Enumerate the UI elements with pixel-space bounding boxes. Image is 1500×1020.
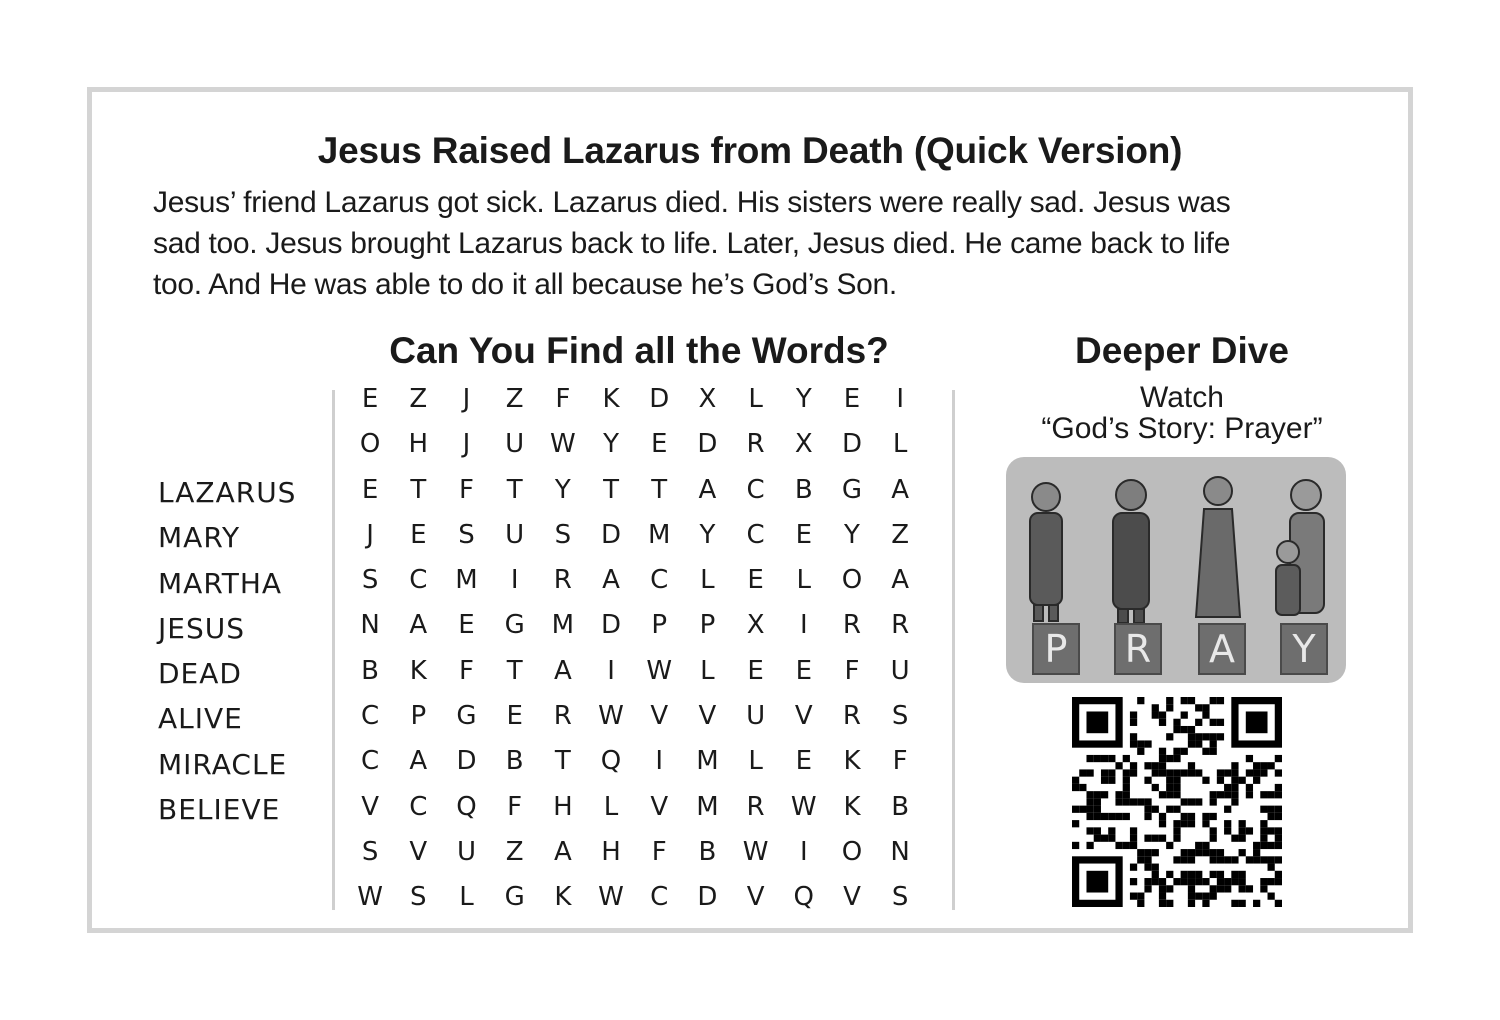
grid-letter[interactable]: M	[648, 519, 671, 550]
grid-letter[interactable]: K	[554, 882, 572, 913]
grid-letter[interactable]: C	[409, 791, 428, 822]
grid-letter[interactable]: E	[795, 746, 812, 777]
grid-letter[interactable]: T	[554, 746, 571, 777]
grid-letter[interactable]: K	[602, 384, 620, 414]
grid-letter[interactable]: Q	[456, 791, 477, 822]
grid-letter[interactable]: G	[504, 882, 525, 913]
grid-letter[interactable]: Q	[600, 746, 622, 777]
grid-letter[interactable]: A	[553, 836, 572, 867]
grid-letter[interactable]: L	[796, 565, 812, 596]
grid-letter[interactable]: D	[697, 882, 718, 913]
grid-letter[interactable]: Y	[554, 474, 571, 505]
deeper-dive-heading: Deeper Dive	[1075, 330, 1289, 371]
grid-letter[interactable]: V	[650, 791, 669, 822]
grid-letter[interactable]: L	[892, 429, 908, 460]
grid-letter[interactable]: T	[506, 474, 523, 505]
grid-letter[interactable]: E	[795, 519, 812, 550]
person-figure	[1196, 477, 1240, 617]
grid-letter[interactable]: Y	[844, 519, 860, 550]
pray-letter-tile: P	[1032, 623, 1080, 675]
grid-letter[interactable]: U	[505, 519, 525, 550]
grid-letter[interactable]: L	[748, 746, 763, 777]
grid-letter[interactable]: I	[607, 655, 615, 686]
grid-letter[interactable]: L	[748, 384, 763, 414]
grid-letter[interactable]: Z	[505, 836, 524, 867]
word-list-item: BELIEVE	[158, 793, 281, 827]
grid-letter[interactable]: F	[458, 474, 474, 505]
grid-letter[interactable]: U	[890, 655, 910, 686]
grid-letter[interactable]: D	[697, 429, 718, 460]
qr-code[interactable]	[1072, 697, 1282, 907]
grid-letter[interactable]: M	[455, 565, 478, 596]
grid-letter[interactable]: X	[746, 610, 765, 641]
pray-letter-tile: A	[1198, 623, 1246, 675]
grid-letter[interactable]: K	[843, 746, 861, 777]
story-line: sad too. Jesus brought Lazarus back to life. Later, Jesus died. He came back to life	[153, 227, 1231, 260]
grid-letter[interactable]: B	[505, 746, 524, 777]
grid-letter[interactable]: P	[699, 610, 716, 641]
word-list-item: LAZARUS	[158, 476, 297, 509]
grid-letter[interactable]: Z	[409, 384, 428, 414]
grid-letter[interactable]: E	[361, 474, 379, 505]
grid-letter[interactable]: V	[794, 701, 813, 732]
word-list-item: JESUS	[158, 611, 245, 645]
pray-letter-tile: R	[1114, 623, 1162, 675]
grid-letter[interactable]: D	[456, 746, 477, 777]
grid-letter[interactable]: C	[650, 565, 669, 596]
grid-letter[interactable]: V	[746, 882, 765, 913]
grid-letter[interactable]: S	[361, 565, 379, 596]
grid-letter[interactable]: L	[603, 791, 619, 822]
grid-letter[interactable]: G	[456, 701, 477, 732]
grid-letter[interactable]: R	[553, 565, 572, 596]
grid-letter[interactable]: A	[891, 565, 910, 596]
word-list-item: MIRACLE	[158, 747, 288, 781]
word-list	[158, 470, 296, 832]
grid-letter[interactable]: C	[361, 746, 380, 777]
grid-letter[interactable]: V	[650, 701, 669, 732]
grid-letter[interactable]: V	[409, 836, 428, 867]
grid-letter[interactable]: H	[553, 791, 573, 822]
grid-letter[interactable]: W	[790, 791, 817, 822]
grid-letter[interactable]: S	[554, 519, 572, 550]
grid-letter[interactable]: L	[700, 565, 715, 596]
grid-letter[interactable]: D	[601, 519, 622, 550]
pray-letter-tile: Y	[1280, 623, 1328, 675]
grid-letter[interactable]: I	[510, 565, 519, 596]
grid-letter[interactable]: C	[361, 701, 380, 732]
grid-letter[interactable]: M	[696, 746, 719, 777]
grid-letter[interactable]: J	[462, 384, 471, 414]
grid-letter[interactable]: R	[891, 610, 910, 641]
grid-letter[interactable]: G	[841, 474, 863, 505]
story-line: too. And He was able to do it all because he’s God’s Son.	[153, 268, 897, 301]
grid-letter[interactable]: E	[506, 701, 523, 732]
grid-letter[interactable]: Z	[891, 519, 910, 550]
word-list-item: MARTHA	[158, 566, 283, 600]
grid-letter[interactable]: W	[742, 836, 769, 867]
pray-letter-tiles	[1006, 623, 1346, 673]
grid-letter[interactable]: W	[598, 701, 624, 732]
grid-letter[interactable]: F	[892, 746, 908, 777]
grid-letter[interactable]: U	[456, 836, 476, 867]
word-list-item: DEAD	[158, 657, 242, 691]
grid-letter[interactable]: W	[646, 655, 673, 686]
grid-letter[interactable]: A	[698, 474, 717, 505]
grid-letter[interactable]: C	[746, 519, 765, 550]
grid-letter[interactable]: X	[698, 384, 717, 414]
person-figure	[1113, 480, 1149, 623]
grid-letter[interactable]: E	[747, 655, 764, 686]
grid-letter[interactable]: U	[505, 429, 525, 460]
grid-letter[interactable]: E	[410, 519, 427, 550]
person-figure	[1030, 483, 1062, 621]
grid-letter[interactable]: L	[700, 655, 715, 686]
grid-letter[interactable]: E	[795, 655, 812, 686]
grid-letter[interactable]: A	[409, 610, 428, 641]
activity-card	[87, 87, 1413, 933]
grid-letter[interactable]: Y	[699, 519, 716, 550]
grid-letter[interactable]: F	[651, 836, 667, 867]
grid-letter[interactable]: H	[408, 429, 429, 460]
grid-letter[interactable]: H	[601, 836, 621, 867]
grid-letter[interactable]: I	[799, 836, 808, 867]
grid-letter[interactable]: D	[601, 610, 622, 641]
grid-letter[interactable]: S	[361, 836, 379, 867]
grid-letter[interactable]: I	[896, 384, 904, 414]
grid-letter[interactable]: T	[506, 655, 523, 686]
grid-letter[interactable]: L	[459, 882, 474, 913]
story-text	[153, 182, 1363, 305]
video-title: “God’s Story: Prayer”	[1041, 412, 1323, 445]
grid-letter[interactable]: J	[366, 519, 374, 550]
grid-letter[interactable]: V	[843, 882, 861, 913]
grid-letter[interactable]: B	[794, 474, 813, 505]
grid-letter[interactable]: A	[891, 474, 910, 505]
grid-letter[interactable]: W	[598, 882, 624, 913]
pray-illustration[interactable]	[1006, 457, 1346, 683]
grid-letter[interactable]: E	[361, 384, 379, 414]
grid-letter[interactable]: D	[649, 384, 670, 414]
grid-letter[interactable]: S	[410, 882, 427, 913]
grid-letter[interactable]: K	[843, 791, 861, 822]
grid-letter[interactable]: F	[507, 791, 523, 822]
grid-letter[interactable]: E	[843, 384, 861, 414]
grid-letter[interactable]: R	[553, 701, 572, 732]
grid-letter[interactable]: N	[890, 836, 910, 867]
grid-letter[interactable]: R	[746, 429, 765, 460]
grid-letter[interactable]: P	[651, 610, 668, 641]
grid-letter[interactable]: E	[458, 610, 475, 641]
grid-letter[interactable]: X	[794, 429, 813, 460]
grid-letter[interactable]: V	[698, 701, 717, 732]
grid-letter[interactable]: B	[698, 836, 717, 867]
grid-letter[interactable]: C	[650, 882, 669, 913]
watch-text	[992, 382, 1372, 444]
grid-letter[interactable]: O	[841, 836, 863, 867]
grid-letter[interactable]: U	[746, 701, 766, 732]
story-line: Jesus’ friend Lazarus got sick. Lazarus died. His sisters were really sad. Jesus was	[153, 186, 1231, 219]
page-title: Jesus Raised Lazarus from Death (Quick Version)	[317, 130, 1183, 171]
grid-letter[interactable]: T	[603, 474, 619, 505]
grid-letter[interactable]: T	[410, 474, 427, 505]
grid-letter[interactable]: C	[409, 565, 428, 596]
grid-letter[interactable]: A	[602, 565, 620, 596]
grid-letter[interactable]: S	[458, 519, 475, 550]
grid-letter[interactable]: F	[458, 655, 474, 686]
grid-letter[interactable]: S	[891, 882, 909, 913]
grid-letter[interactable]: A	[553, 655, 572, 686]
grid-letter[interactable]: W	[357, 882, 383, 913]
grid-letter[interactable]: Y	[795, 384, 812, 414]
watch-label: Watch	[1140, 381, 1224, 414]
word-list-item: MARY	[158, 521, 241, 555]
grid-letter[interactable]: Q	[793, 882, 815, 913]
grid-letter[interactable]: C	[746, 474, 765, 505]
grid-letter[interactable]: Z	[505, 384, 524, 414]
grid-letter[interactable]: B	[891, 791, 910, 822]
grid-letter[interactable]: B	[361, 655, 380, 686]
grid-letter[interactable]: E	[747, 565, 764, 596]
grid-letter[interactable]: M	[696, 791, 719, 822]
grid-letter[interactable]: P	[410, 701, 427, 732]
grid-letter[interactable]: R	[842, 701, 861, 732]
grid-letter[interactable]: S	[891, 701, 909, 732]
grid-letter[interactable]: R	[842, 610, 861, 641]
grid-letter[interactable]: K	[409, 655, 427, 686]
grid-letter[interactable]: N	[360, 610, 380, 641]
grid-letter[interactable]: J	[462, 429, 471, 460]
grid-letter[interactable]: T	[651, 474, 668, 505]
grid-letter[interactable]: A	[409, 746, 428, 777]
grid-letter[interactable]: V	[361, 791, 379, 822]
word-list-item: ALIVE	[158, 702, 243, 736]
grid-letter[interactable]: F	[555, 384, 571, 414]
word-search-heading: Can You Find all the Words?	[389, 330, 889, 371]
person-figure	[1276, 480, 1324, 615]
grid-letter[interactable]: G	[504, 610, 525, 641]
grid-letter[interactable]: I	[655, 746, 664, 777]
grid-letter[interactable]: Y	[603, 429, 619, 460]
grid-letter[interactable]: M	[551, 610, 575, 641]
grid-letter[interactable]: R	[746, 791, 765, 822]
grid-letter[interactable]: D	[841, 429, 862, 460]
letter-grid	[346, 377, 924, 921]
grid-letter[interactable]: F	[844, 655, 860, 686]
grid-letter[interactable]: O	[841, 565, 863, 596]
grid-letter[interactable]: O	[359, 429, 381, 460]
grid-letter[interactable]: E	[651, 429, 668, 460]
grid-letter[interactable]: W	[549, 429, 576, 460]
grid-letter[interactable]: I	[799, 610, 808, 641]
